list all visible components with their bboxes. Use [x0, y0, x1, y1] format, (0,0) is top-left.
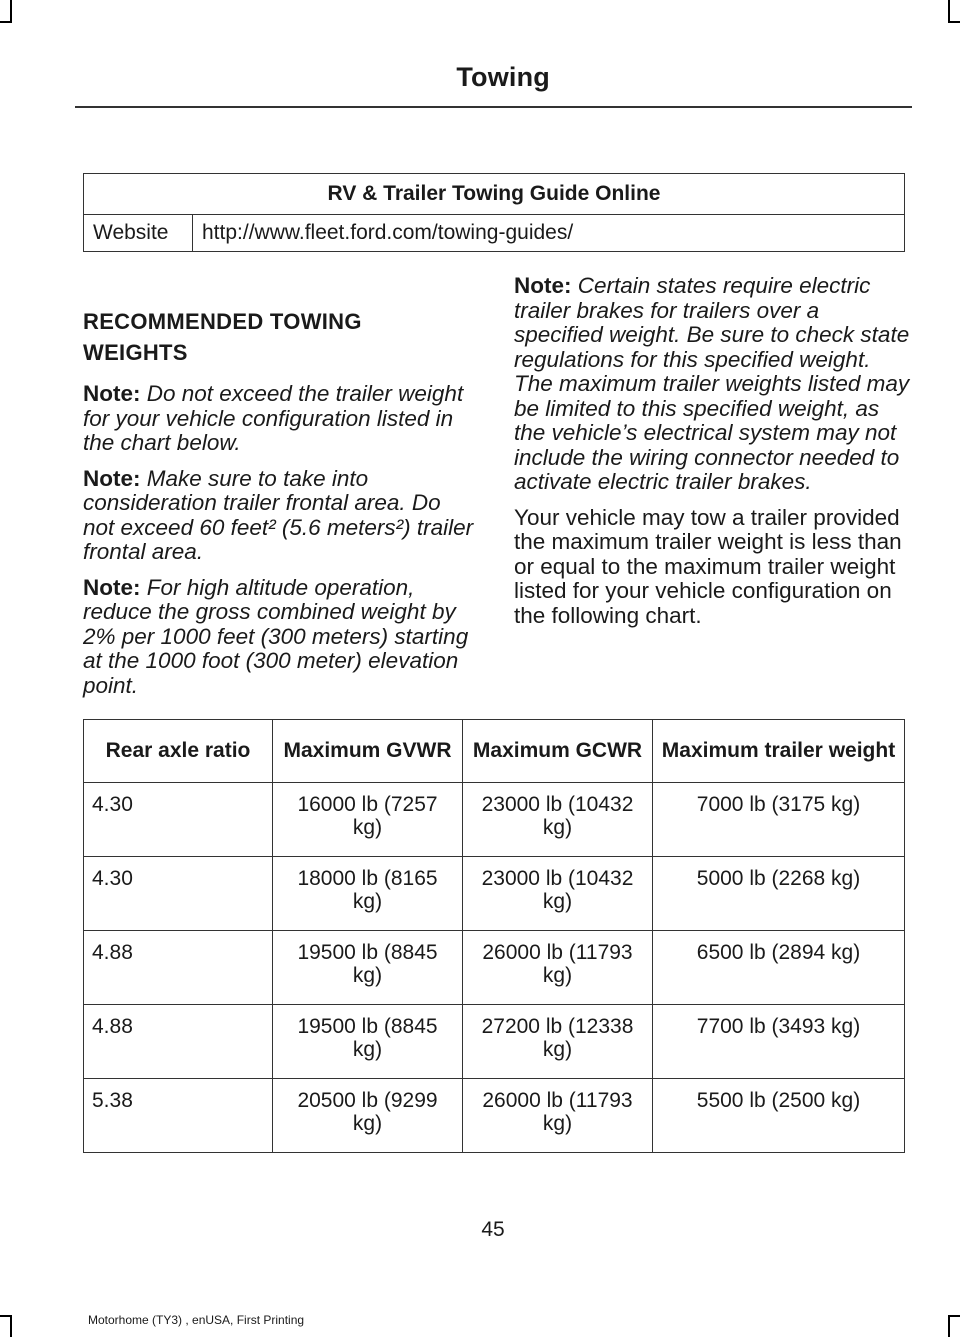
- table-cell: 26000 lb (11793 kg): [463, 1079, 653, 1153]
- table-cell: 23000 lb (10432 kg): [463, 857, 653, 931]
- header-divider: [75, 106, 912, 108]
- note-frontal-area: [83, 467, 478, 565]
- note-label: Note:: [83, 574, 141, 600]
- table-row: [84, 215, 905, 252]
- crop-mark: [948, 1315, 950, 1337]
- note-electric-brakes: [514, 274, 910, 495]
- note-label: Note:: [83, 381, 141, 406]
- note-label: Note:: [514, 273, 572, 298]
- table-row: [84, 1005, 905, 1079]
- column-header: Maximum trailer weight: [653, 720, 905, 783]
- note-text: Do not exceed the trailer weight for your vehicle configuration listed in the chart below.: [83, 381, 464, 455]
- section-heading-line: RECOMMENDED TOWING: [83, 309, 362, 334]
- towing-weights-table: [83, 719, 905, 1153]
- table-cell: 4.30: [84, 783, 273, 857]
- table-row: [84, 931, 905, 1005]
- table-header-row: [84, 174, 905, 215]
- table-cell: 16000 lb (7257 kg): [273, 783, 463, 857]
- table-cell: 4.30: [84, 857, 273, 931]
- column-header: Maximum GCWR: [463, 720, 653, 783]
- table-row: [84, 1079, 905, 1153]
- table-cell: 4.88: [84, 1005, 273, 1079]
- crop-mark: [0, 21, 12, 23]
- note-text: For high altitude operation, reduce the gross combined weight by 2% per 1000 feet (300 meters) starting at the 1000 foot (300 meter) elevation point.: [83, 574, 469, 698]
- section-heading: [83, 306, 478, 368]
- table-cell: 5000 lb (2268 kg): [653, 857, 905, 931]
- column-header: Maximum GVWR: [273, 720, 463, 783]
- left-column: [83, 306, 478, 709]
- table-cell: 18000 lb (8165 kg): [273, 857, 463, 931]
- crop-mark: [10, 1315, 12, 1337]
- website-label: Website: [84, 215, 193, 252]
- website-url: http://www.fleet.ford.com/towing-guides/: [193, 215, 905, 252]
- note-text: Certain states require electric trailer brakes for trailers over a specified weight. Be sure to check state regulations for this specified weight. The maximum trailer weights listed may be limited to this specified weight, as the vehicle’s electrical system may not include the wiring connector needed to activate electric trailer brakes.: [514, 273, 910, 494]
- crop-mark: [948, 0, 950, 22]
- table-cell: 4.88: [84, 931, 273, 1005]
- crop-mark: [0, 1315, 12, 1317]
- body-paragraph: Your vehicle may tow a trailer provided the maximum trailer weight is less than or equal to the maximum trailer weight listed for your vehicle configuration on the following chart.: [514, 504, 902, 628]
- table-cell: 5.38: [84, 1079, 273, 1153]
- note-text: Make sure to take into consideration trailer frontal area. Do not exceed 60 feet² (5.6 meters²) trailer frontal area.: [83, 465, 474, 564]
- crop-mark: [948, 21, 960, 23]
- page-number: 45: [481, 1218, 505, 1241]
- section-heading-line: WEIGHTS: [83, 340, 188, 365]
- table-row: [84, 783, 905, 857]
- table-header-row: [84, 720, 905, 783]
- guide-table-title: RV & Trailer Towing Guide Online: [84, 174, 905, 215]
- right-column: [514, 274, 910, 628]
- table-cell: 7000 lb (3175 kg): [653, 783, 905, 857]
- page-header-title: Towing: [456, 62, 550, 92]
- table-row: [84, 857, 905, 931]
- table-cell: 27200 lb (12338 kg): [463, 1005, 653, 1079]
- table-cell: 19500 lb (8845 kg): [273, 931, 463, 1005]
- footer-edition-text: Motorhome (TY3) , enUSA, First Printing: [88, 1313, 305, 1327]
- table-cell: 19500 lb (8845 kg): [273, 1005, 463, 1079]
- table-cell: 7700 lb (3493 kg): [653, 1005, 905, 1079]
- towing-guide-table: [83, 173, 905, 252]
- table-cell: 20500 lb (9299 kg): [273, 1079, 463, 1153]
- crop-mark: [948, 1315, 960, 1317]
- note-label: Note:: [83, 465, 141, 491]
- note-trailer-weight: [83, 382, 478, 456]
- note-high-altitude: [83, 576, 478, 699]
- table-cell: 5500 lb (2500 kg): [653, 1079, 905, 1153]
- table-cell: 23000 lb (10432 kg): [463, 783, 653, 857]
- column-header: Rear axle ratio: [84, 720, 273, 783]
- table-cell: 26000 lb (11793 kg): [463, 931, 653, 1005]
- table-cell: 6500 lb (2894 kg): [653, 931, 905, 1005]
- crop-mark: [10, 0, 12, 22]
